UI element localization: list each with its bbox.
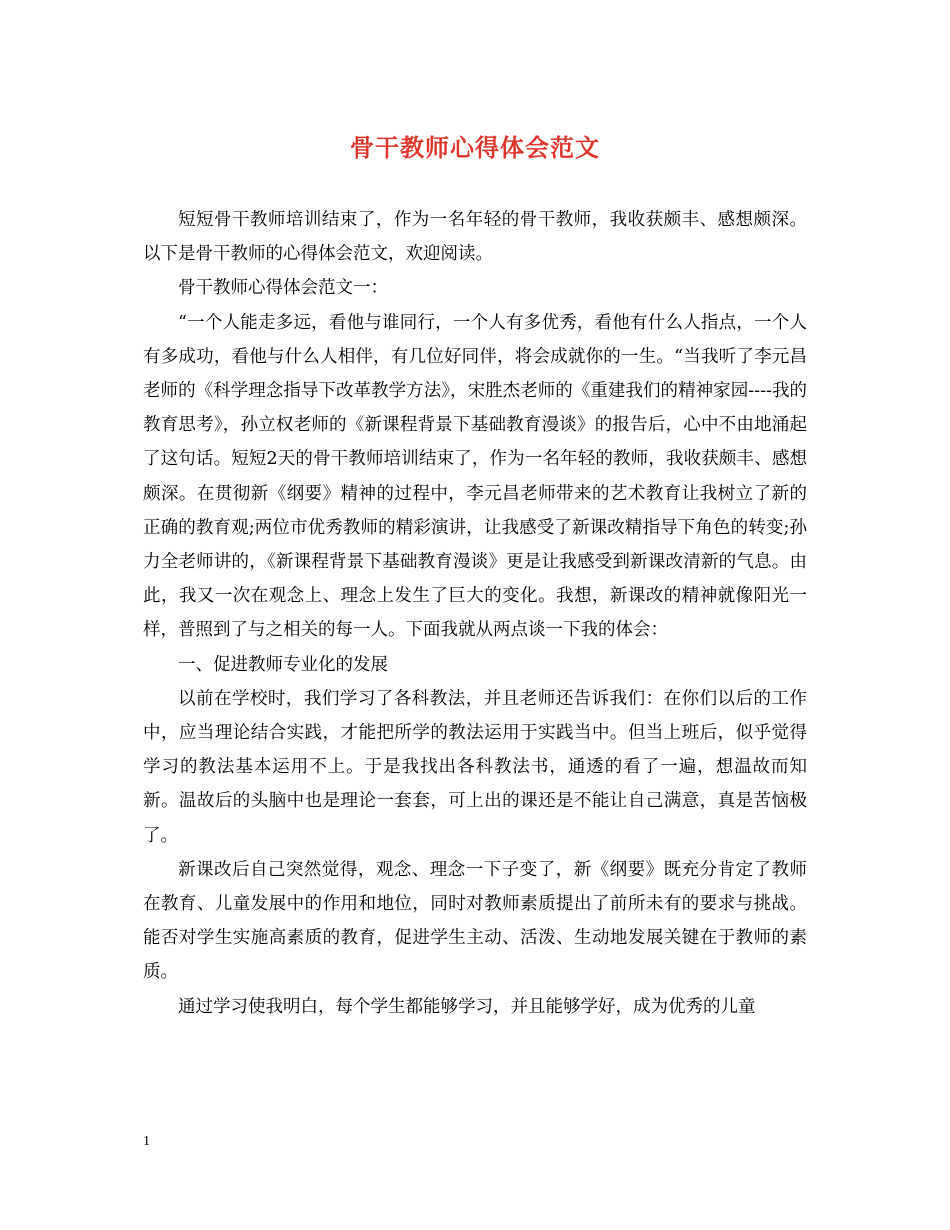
document-body <box>143 203 807 1024</box>
document-title: 骨干教师心得体会范文 <box>350 133 600 162</box>
paragraph-intro: 短短骨干教师培训结束了，作为一名年轻的骨干教师，我收获颇丰、感想颇深。以下是骨干教师的心得体会范文，欢迎阅读。 <box>143 210 807 265</box>
paragraph-subheading: 一、促进教师专业化的发展 <box>178 654 388 675</box>
paragraph-learning: 通过学习使我明白，每个学生都能够学习，并且能够学好，成为优秀的儿童 <box>178 996 756 1017</box>
paragraph-school-experience: 以前在学校时，我们学习了各科教法，并且老师还告诉我们：在你们以后的工作中，应当理论结合实践，才能把所学的教法运用于实践当中。但当上班后，似乎觉得学习的教法基本运用不上。于是我找出各科教法书，通透的看了一遍，想温故而知新。温故后的头脑中也是理论一套套，可上出的课还是不能让自己满意，真是苦恼极了。 <box>143 688 807 846</box>
page-number: 1 <box>143 1134 150 1149</box>
paragraph-section-heading-1: 骨干教师心得体会范文一： <box>178 278 388 299</box>
paragraph-new-curriculum: 新课改后自己突然觉得，观念、理念一下子变了，新《纲要》既充分肯定了教师在教育、儿童发展中的作用和地位，同时对教师素质提出了前所未有的要求与挑战。能否对学生实施高素质的教育，促进学生主动、活泼、生动地发展关键在于教师的素质。 <box>143 859 807 983</box>
paragraph-quote: “一个人能走多远，看他与谁同行，一个人有多优秀，看他有什么人指点，一个人有多成功，看他与什么人相伴，有几位好同伴，将会成就你的一生。“当我听了李元昌老师的《科学理念指导下改革教学方法》，宋胜杰老师的《重建我们的精神家园----我的教育思考》，孙立权老师的《新课程背景下基础教育漫谈》的报告后，心中不由地涌起了这句话。短短2天的骨干教师培训结束了，作为一名年轻的教师，我收获颇丰、感想颇深。在贯彻新《纲要》精神的过程中，李元昌老师带来的艺术教育让我树立了新的正确的教育观;两位市优秀教师的精彩演讲，让我感受了新课改精指导下角色的转变;孙力全老师讲的，《新课程背景下基础教育漫谈》更是让我感受到新课改清新的气息。由此，我又一次在观念上、理念上发生了巨大的变化。我想，新课改的精神就像阳光一样，普照到了与之相关的每一人。下面我就从两点谈一下我的体会： <box>143 312 807 641</box>
